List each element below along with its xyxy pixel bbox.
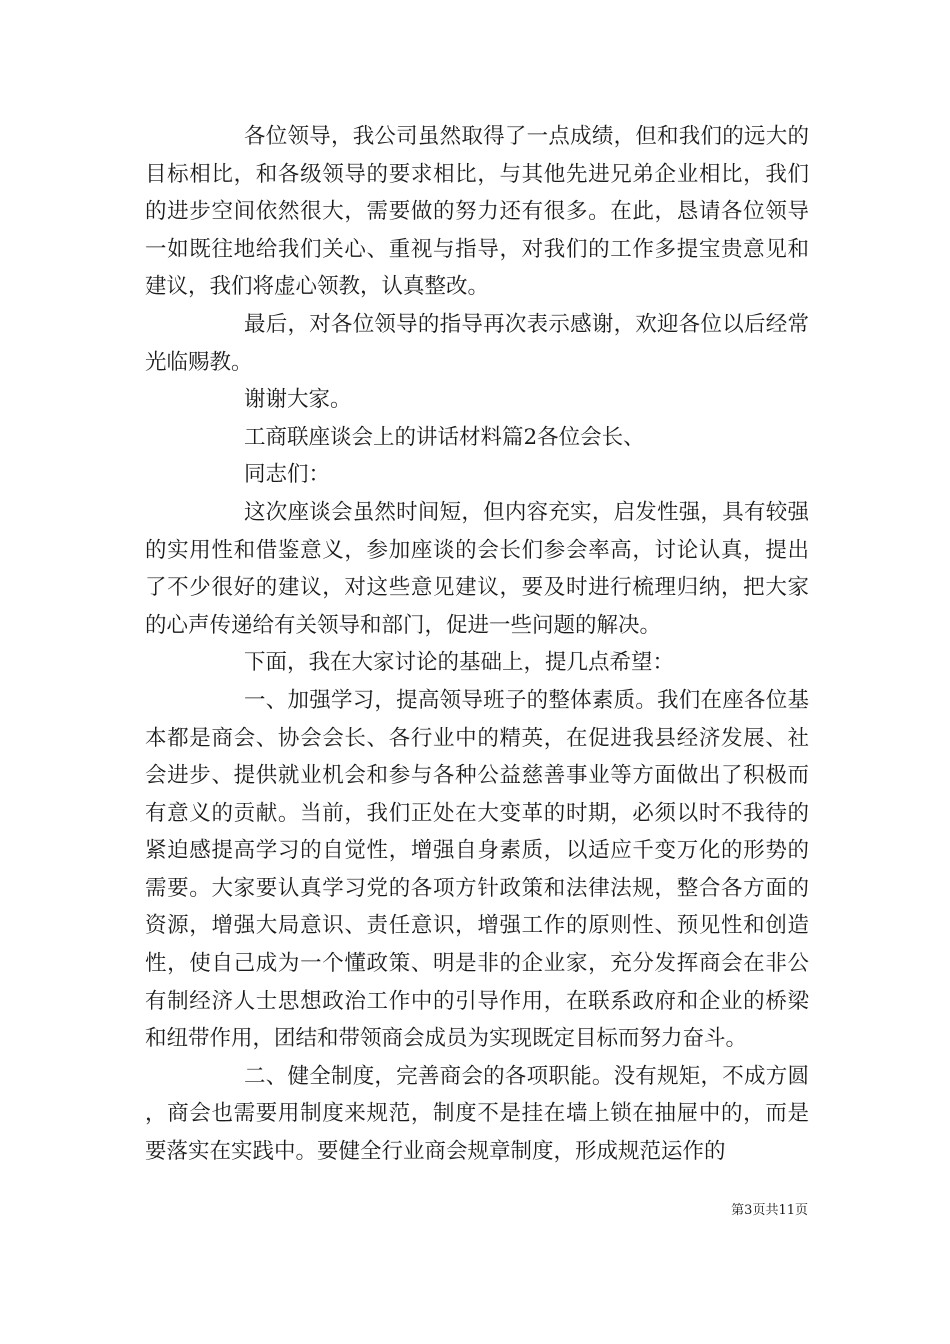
paragraph: 下面，我在大家讨论的基础上，提几点希望： <box>244 650 675 676</box>
paragraph: 二、健全制度，完善商会的各项职能。没有规矩，不成方圆，商会也需要用制度来规范，制度不是挂在墙上锁在抽屉中的，而是要落实在实践中。要健全行业商会规章制度，形成规范运作的 <box>145 1063 809 1165</box>
paragraph: 一、加强学习，提高领导班子的整体素质。我们在座各位基本都是商会、协会会长、各行业中的精英，在促进我县经济发展、社会进步、提供就业机会和参与各种公益慈善事业等方面做出了积极而有意义的贡献。当前，我们正处在大变革的时期，必须以时不我待的紧迫感提高学习的自觉性，增强自身素质，以适应千变万化的形势的需要。大家要认真学习党的各项方针政策和法律法规，整合各方面的资源，增强大局意识、责任意识，增强工作的原则性、预见性和创造性，使自己成为一个懂政策、明是非的企业家，充分发挥商会在非公有制经济人士思想政治工作中的引导作用，在联系政府和企业的桥梁和纽带作用，团结和带领商会成员为实现既定目标而努力奋斗。 <box>145 687 809 1052</box>
paragraph: 各位领导，我公司虽然取得了一点成绩，但和我们的远大的目标相比，和各级领导的要求相比，与其他先进兄弟企业相比，我们的进步空间依然很大，需要做的努力还有很多。在此，恳请各位领导一如既往地给我们关心、重视与指导，对我们的工作多提宝贵意见和建议，我们将虚心领教，认真整改。 <box>145 124 809 300</box>
paragraph: 工商联座谈会上的讲话材料篇2各位会长、 <box>244 424 645 450</box>
document-body <box>145 118 809 1171</box>
paragraph: 同志们： <box>244 462 331 488</box>
page-number-footer: 第3页共11页 <box>731 1203 808 1218</box>
paragraph: 这次座谈会虽然时间短，但内容充实，启发性强，具有较强的实用性和借鉴意义，参加座谈的会长们参会率高，讨论认真，提出了不少很好的建议，对这些意见建议，要及时进行梳理归纳，把大家的心声传递给有关领导和部门，促进一些问题的解决。 <box>145 499 809 638</box>
paragraph: 谢谢大家。 <box>244 387 352 413</box>
paragraph: 最后，对各位领导的指导再次表示感谢，欢迎各位以后经常光临赐教。 <box>145 311 809 375</box>
